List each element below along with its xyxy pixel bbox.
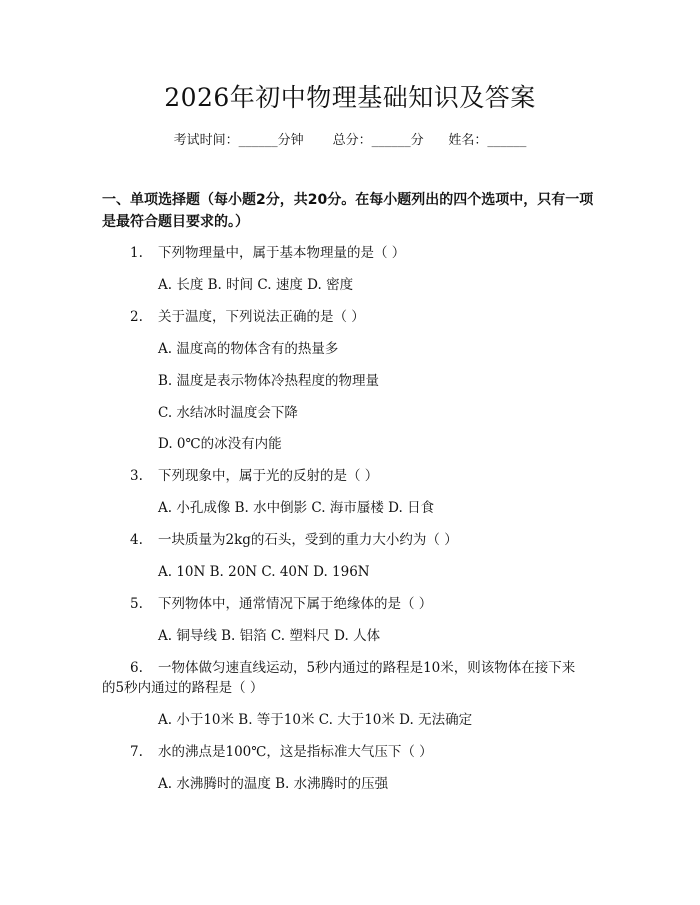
question-6-options: A. 小于10米 B. 等于10米 C. 大于10米 D. 无法确定 <box>158 712 473 728</box>
exam-time-field: 考试时间：______分钟 <box>173 133 304 148</box>
question-4 <box>130 530 458 550</box>
question-text: 下列物体中，通常情况下属于绝缘体的是（ ） <box>158 596 433 612</box>
question-text: 一物体做匀速直线运动，5秒内通过的路程是10米，则该物体在接下来 <box>158 660 576 676</box>
question-1 <box>130 243 405 263</box>
question-number: 1. <box>130 245 143 261</box>
exam-info-line <box>0 130 700 152</box>
question-2-option-b: B. 温度是表示物体冷热程度的物理量 <box>158 373 380 389</box>
question-2 <box>130 307 365 327</box>
question-text: 下列物理量中，属于基本物理量的是（ ） <box>158 245 406 261</box>
student-name-field: 姓名：______ <box>448 133 527 148</box>
page-title: 2026年初中物理基础知识及答案 <box>164 83 536 112</box>
question-5-options: A. 铜导线 B. 铝箔 C. 塑料尺 D. 人体 <box>158 628 381 644</box>
question-3 <box>130 466 378 486</box>
section-heading-line1: 一、单项选择题（每小题2分，共20分。在每小题列出的四个选项中，只有一项 <box>102 192 594 208</box>
question-number: 3. <box>130 468 143 484</box>
question-text: 下列现象中，属于光的反射的是（ ） <box>158 468 379 484</box>
question-text: 一块质量为2kg的石头，受到的重力大小约为（ ） <box>158 532 458 548</box>
total-score-field: 总分：______分 <box>332 133 424 148</box>
question-7-options: A. 水沸腾时的温度 B. 水沸腾时的压强 <box>158 776 389 792</box>
question-6 <box>130 658 575 678</box>
question-number: 7. <box>130 744 143 760</box>
question-1-options: A. 长度 B. 时间 C. 速度 D. 密度 <box>158 277 354 293</box>
question-2-option-c: C. 水结冰时温度会下降 <box>158 405 298 421</box>
question-2-option-a: A. 温度高的物体含有的热量多 <box>158 341 339 357</box>
question-text: 关于温度，下列说法正确的是（ ） <box>158 309 365 325</box>
section-heading <box>102 189 607 233</box>
question-number: 4. <box>130 532 143 548</box>
question-5 <box>130 594 432 614</box>
question-7 <box>130 742 433 762</box>
question-4-options: A. 10N B. 20N C. 40N D. 196N <box>158 564 370 580</box>
question-3-options: A. 小孔成像 B. 水中倒影 C. 海市蜃楼 D. 日食 <box>158 500 435 516</box>
question-number: 6. <box>130 660 143 676</box>
question-number: 5. <box>130 596 143 612</box>
question-6-continuation: 的5秒内通过的路程是（ ） <box>102 680 264 696</box>
question-number: 2. <box>130 309 143 325</box>
question-text: 水的沸点是100℃，这是指标准大气压下（ ） <box>158 744 433 760</box>
section-heading-line2: 是最符合题目要求的。） <box>102 214 249 230</box>
question-2-option-d: D. 0℃的冰没有内能 <box>158 436 282 452</box>
